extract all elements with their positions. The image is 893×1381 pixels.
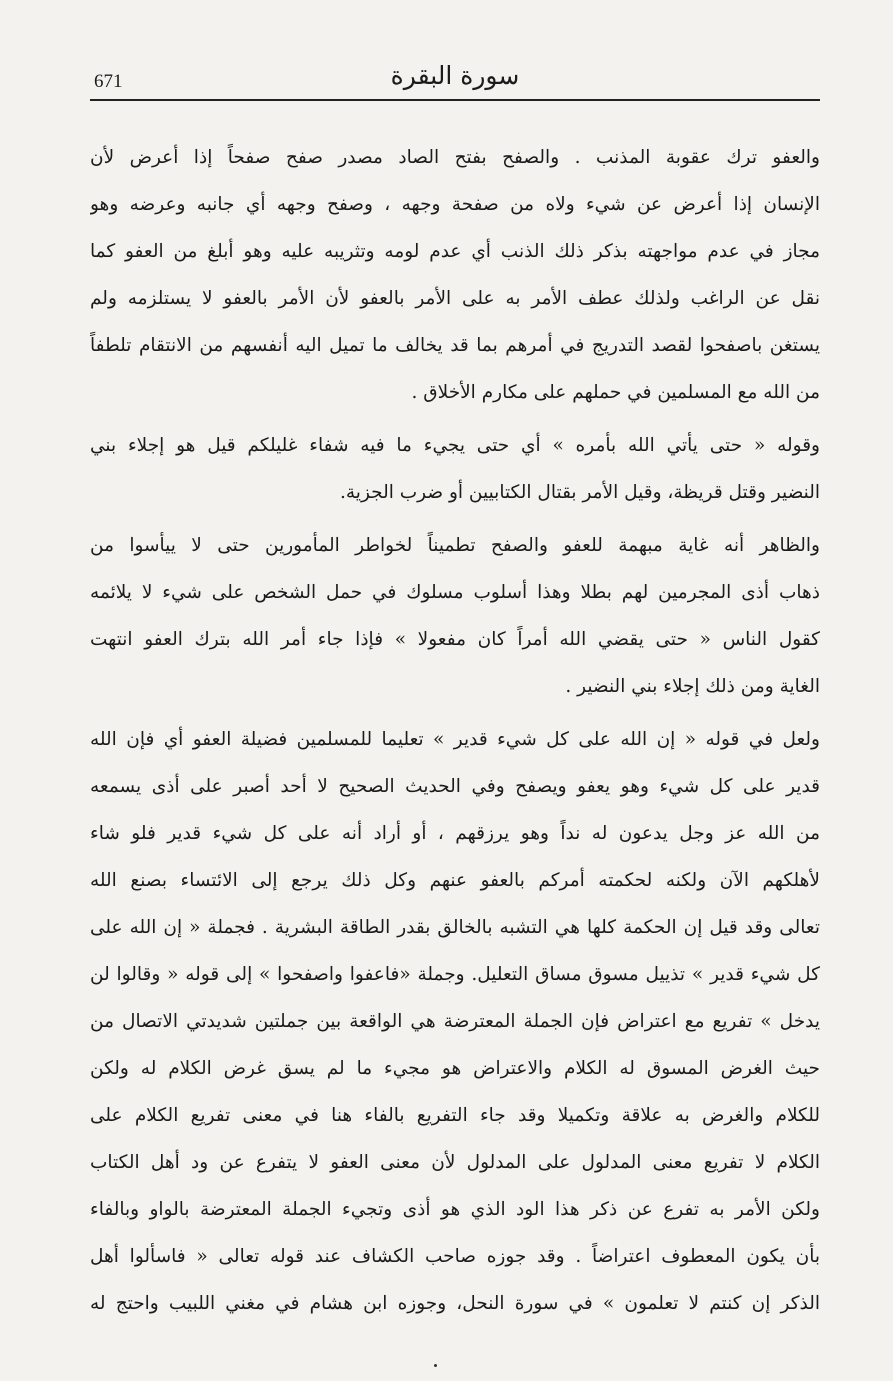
paragraph-2 bbox=[90, 422, 820, 516]
text-line: من الله مع المسلمين في حملهم على مكارم الأخلاق . bbox=[411, 382, 820, 403]
text-line: الغاية ومن ذلك إجلاء بني النضير . bbox=[565, 676, 820, 697]
text-line: كقول الناس « حتى يقضي الله أمراً كان مفعولا » فإذا جاء أمر الله بترك العفو انتهت bbox=[90, 629, 820, 650]
text-line: ولكن الأمر به تفرع عن ذكر هذا الود الذي هو أذى وتجيء الجملة المعترضة بالواو وبالفاء bbox=[90, 1199, 820, 1220]
text-line: يستغن باصفحوا لقصد التدريج في أمرهم بما قد يخالف ما تميل اليه أنفسهم من الانتقام تلطفاً bbox=[90, 335, 820, 356]
text-line: قدير على كل شيء وهو يعفو ويصفح وفي الحديث الصحيح لا أحد أصبر على أذى يسمعه bbox=[90, 776, 820, 797]
paragraph-3 bbox=[90, 522, 820, 710]
paragraph-4 bbox=[90, 716, 820, 1327]
scan-speck bbox=[434, 1364, 437, 1367]
text-line: من الله عز وجل يدعون له نداً وهو يرزقهم ، أو أراد أنه على كل شيء قدير فلو شاء bbox=[90, 823, 820, 844]
surah-title: سورة البقرة bbox=[390, 61, 520, 90]
text-line: النضير وقتل قريظة، وقيل الأمر بقتال الكتابيين أو ضرب الجزية. bbox=[340, 482, 820, 503]
text-line: ولعل في قوله « إن الله على كل شيء قدير » تعليما للمسلمين فضيلة العفو أي فإن الله bbox=[90, 729, 820, 750]
text-line: حيث الغرض المسوق له الكلام والاعتراض هو مجيء ما لم يسق غرض الكلام له ولكن bbox=[90, 1058, 820, 1079]
paragraph-1 bbox=[90, 134, 820, 416]
text-line: يدخل » تفريع مع اعتراض فإن الجملة المعترضة هي الواقعة بين جملتين شديدتي الاتصال من bbox=[90, 1011, 820, 1032]
page-body bbox=[90, 134, 820, 1327]
text-line: ذهاب أذى المجرمين لهم بطلا وهذا أسلوب مسلوك في حمل الشخص على شيء لا يلائمه bbox=[90, 582, 820, 603]
text-line: لأهلكهم الآن ولكنه لحكمته أمركم بالعفو عنهم وكل ذلك يرجع إلى الائتساء بصنع الله bbox=[90, 870, 820, 891]
text-line: والظاهر أنه غاية مبهمة للعفو والصفح تطميناً لخواطر المأمورين حتى لا ييأسوا من bbox=[90, 535, 820, 556]
text-line: بأن يكون المعطوف اعتراضاً . وقد جوزه صاحب الكشاف عند قوله تعالى « فاسألوا أهل bbox=[90, 1246, 820, 1267]
text-line: تعالى وقد قيل إن الحكمة كلها هي التشبه بالخالق بقدر الطاقة البشرية . فجملة « إن الله على bbox=[90, 917, 820, 938]
page-number: 671 bbox=[94, 71, 123, 92]
text-line: مجاز في عدم مواجهته بذكر ذلك الذنب أي عدم لومه وتثريبه عليه وهو أبلغ من العفو كما bbox=[90, 241, 820, 262]
text-line: وقوله « حتى يأتي الله بأمره » أي حتى يجيء ما فيه شفاء غليلكم قيل هو إجلاء بني bbox=[90, 435, 820, 456]
text-line: كل شيء قدير » تذييل مسوق مساق التعليل. وجملة «فاعفوا واصفحوا » إلى قوله « وقالوا لن bbox=[90, 964, 820, 985]
header-divider bbox=[90, 99, 820, 101]
text-line: الإنسان إذا أعرض عن شيء ولاه من صفحة وجهه ، وصفح وجهه أي جانبه وعرضه وهو bbox=[90, 194, 820, 215]
text-line: نقل عن الراغب ولذلك عطف الأمر به على الأمر بالعفو لأن الأمر بالعفو لا يستلزمه ولم bbox=[90, 288, 820, 309]
text-line: والعفو ترك عقوبة المذنب . والصفح بفتح الصاد مصدر صفح صفحاً إذا أعرض لأن bbox=[90, 147, 820, 168]
text-line: الذكر إن كنتم لا تعلمون » في سورة النحل، وجوزه ابن هشام في مغني اللبيب واحتج له bbox=[90, 1293, 820, 1314]
text-line: للكلام والغرض به علاقة وتكميلا وقد جاء التفريع بالفاء هنا في معنى تفريع الكلام على bbox=[90, 1105, 820, 1126]
page-header bbox=[90, 55, 820, 99]
text-line: الكلام لا تفريع معنى المدلول على المدلول لأن معنى العفو لا يتفرع عن ود أهل الكتاب bbox=[90, 1152, 820, 1173]
